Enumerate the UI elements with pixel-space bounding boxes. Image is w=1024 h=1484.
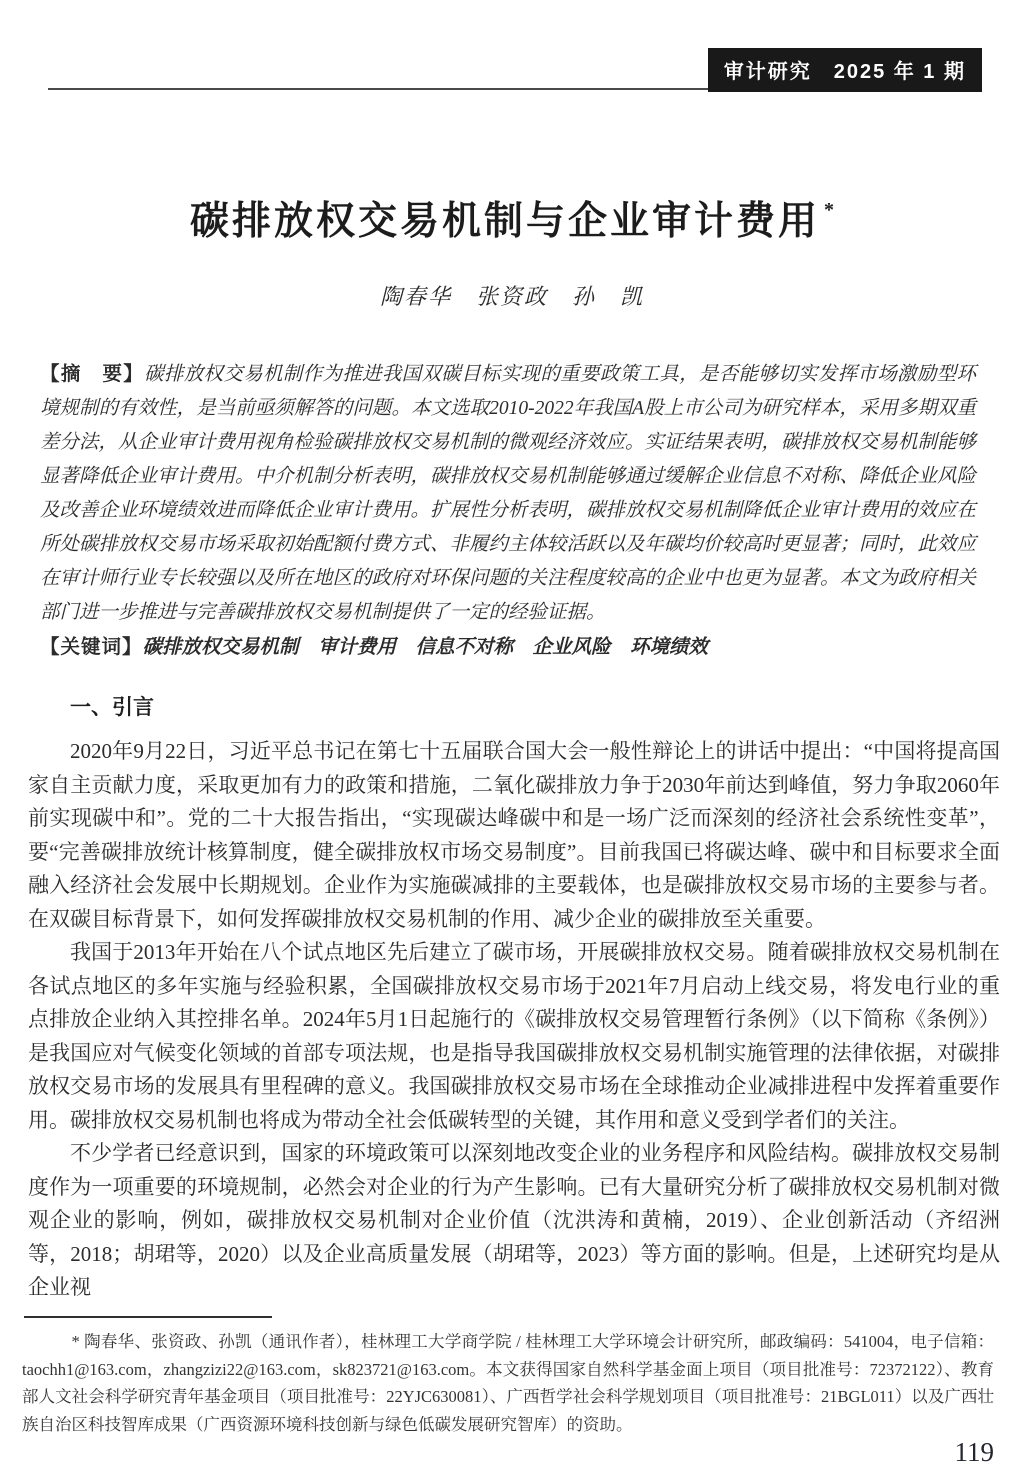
article-body: [28, 691, 1000, 1305]
article-title: [0, 0, 1024, 246]
keywords-text: 碳排放权交易机制 审计费用 信息不对称 企业风险 环境绩效: [142, 637, 709, 658]
header-rule: [48, 88, 708, 90]
footnote-block: [22, 1316, 994, 1438]
article-title-text: 碳排放权交易机制与企业审计费用: [189, 200, 820, 243]
abstract-block: [40, 357, 976, 665]
footnote-text: * 陶春华、张资政、孙凯（通讯作者），桂林理工大学商学院 / 桂林理工大学环境会计研究所，邮政编码：541004，电子信箱：taochh1@163.com，zhangzizi22@163.com，sk823721@163.com。本文获得国家自然科学基金面上项目（项目批准号：72372122）、教育部人文社会科学研究青年基金项目（项目批准号：22YJC630081）、广西哲学社会科学规划项目（项目批准号：21BGL011）以及广西壮族自治区科技智库成果（广西资源环境科技创新与绿色低碳发展研究智库）的资助。: [22, 1332, 994, 1434]
body-paragraph-1: 2020年9月22日，习近平总书记在第七十五届联合国大会一般性辩论上的讲话中提出：“中国将提高国家自主贡献力度，采取更加有力的政策和措施，二氧化碳排放力争于2030年前达到峰值，努力争取2060年前实现碳中和”。党的二十大报告指出，“实现碳达峰碳中和是一场广泛而深刻的经济社会系统性变革”，要“完善碳排放统计核算制度，健全碳排放权市场交易制度”。目前我国已将碳达峰、碳中和目标要求全面融入经济社会发展中长期规划。企业作为实施碳减排的主要载体，也是碳排放权交易市场的主要参与者。在双碳目标背景下，如何发挥碳排放权交易机制的作用、减少企业的碳排放至关重要。: [28, 739, 1000, 931]
page-number: 119: [954, 1437, 994, 1467]
authors-line: 陶春华 张资政 孙 凯: [379, 284, 644, 309]
abstract-paragraph: [40, 357, 976, 630]
body-paragraph-2: 我国于2013年开始在八个试点地区先后建立了碳市场，开展碳排放权交易。随着碳排放权交易机制在各试点地区的多年实施与经验积累，全国碳排放权交易市场于2021年7月启动上线交易，将发电行业的重点排放企业纳入其控排名单。2024年5月1日起施行的《碳排放权交易管理暂行条例》（以下简称《条例》）是我国应对气候变化领域的首部专项法规，也是指导我国碳排放权交易机制实施管理的法律依据，对碳排放权交易市场的发展具有里程碑的意义。我国碳排放权交易市场在全球推动企业减排进程中发挥着重要作用。碳排放权交易机制也将成为带动全社会低碳转型的关键，其作用和意义受到学者们的关注。: [28, 940, 1000, 1132]
body-paragraph-3: 不少学者已经意识到，国家的环境政策可以深刻地改变企业的业务程序和风险结构。碳排放权交易制度作为一项重要的环境规制，必然会对企业的行为产生影响。已有大量研究分析了碳排放权交易机制对微观企业的影响，例如，碳排放权交易机制对企业价值（沈洪涛和黄楠，2019）、企业创新活动（齐绍洲等，2018；胡珺等，2020）以及企业高质量发展（胡珺等，2023）等方面的影响。但是，上述研究均是从企业视: [28, 1141, 1000, 1299]
keywords-paragraph: [40, 630, 976, 665]
page-header: [48, 48, 982, 92]
abstract-text: 碳排放权交易机制作为推进我国双碳目标实现的重要政策工具，是否能够切实发挥市场激励型环境规制的有效性，是当前亟须解答的问题。本文选取2010-2022年我国A股上市公司为研究样本，采用多期双重差分法，从企业审计费用视角检验碳排放权交易机制的微观经济效应。实证结果表明，碳排放权交易机制能够显著降低企业审计费用。中介机制分析表明，碳排放权交易机制能够通过缓解企业信息不对称、降低企业风险及改善企业环境绩效进而降低企业审计费用。扩展性分析表明，碳排放权交易机制降低企业审计费用的效应在所处碳排放权交易市场采取初始配额付费方式、非履约主体较活跃以及年碳均价较高时更显著；同时，此效应在审计师行业专长较强以及所在地区的政府对环保问题的关注程度较高的企业中也更为显著。本文为政府相关部门进一步推进与完善碳排放权交易机制提供了一定的经验证据。: [40, 364, 977, 623]
journal-issue-badge: 审计研究 2025 年 1 期: [708, 48, 982, 92]
footnote-rule: [24, 1316, 272, 1318]
section-heading-introduction: 一、引言: [70, 696, 154, 719]
title-footnote-marker: *: [824, 199, 834, 221]
abstract-label: 【摘 要】: [40, 363, 145, 385]
keywords-label: 【关键词】: [40, 636, 143, 658]
